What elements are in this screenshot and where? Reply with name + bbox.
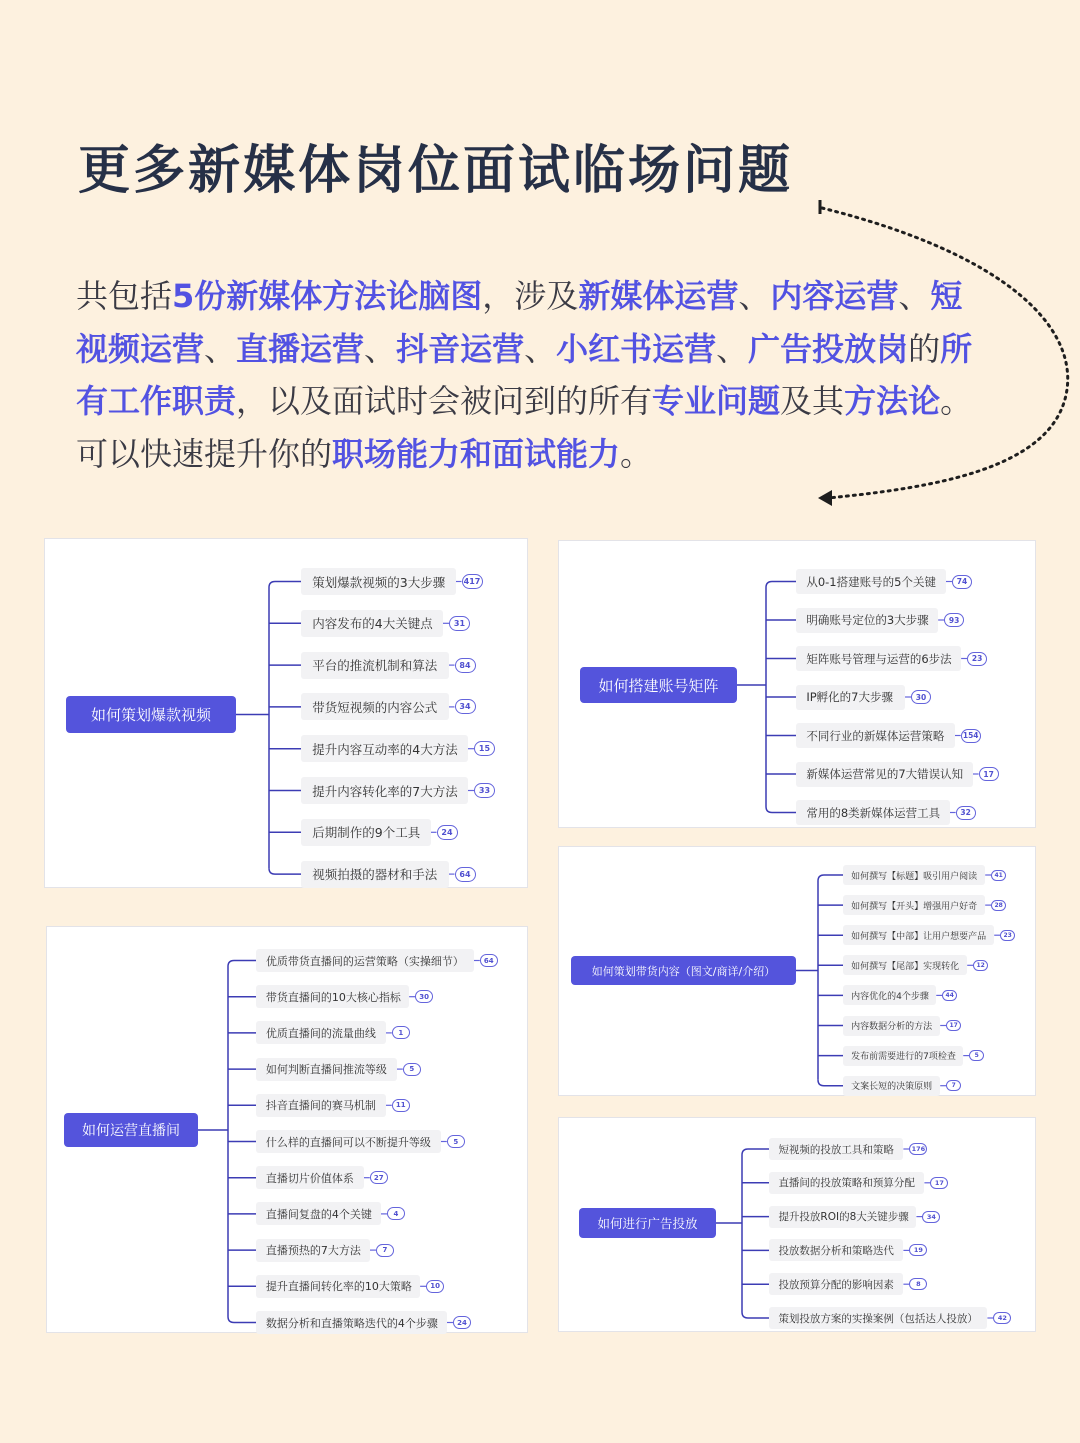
connector-branch [228,1317,256,1323]
mindmap-topic-node: 提升直播间转化率的10大策略 [256,1275,420,1298]
intro-text: 、 [898,277,931,315]
intro-highlight: 职场能力和面试能力 [332,434,621,473]
intro-text: 、 [204,329,237,368]
topic-count-badge[interactable]: 84 [455,658,476,673]
mindmap-topic-node: 明确账号定位的3大步骤 [796,608,938,633]
connector-branch [742,1312,769,1318]
dotted-arrow-decoration [0,0,1080,560]
mindmap-topic-node: 策划爆款视频的3大步骤 [301,568,456,595]
topic-count-badge[interactable]: 5 [447,1135,465,1148]
mindmap-topic-node: 抖音直播间的赛马机制 [256,1094,386,1117]
topic-count-badge[interactable]: 8 [909,1278,927,1290]
topic-count-badge[interactable]: 30 [415,990,433,1003]
mindmap-topic-node: 直播间的投放策略和预算分配 [769,1172,924,1194]
mindmap-topic-node: 内容优化的4个步骤 [843,985,936,1005]
topic-count-badge[interactable]: 64 [480,954,498,967]
intro-text: 、 [524,329,557,368]
topic-count-badge[interactable]: 34 [922,1211,940,1223]
mindmap-topic-node: 提升内容转化率的7大方法 [301,777,468,804]
topic-count-badge[interactable]: 154 [961,729,981,743]
mindmap-topic-node: 带货短视频的内容公式 [301,693,449,720]
mindmap-topic-node: 从0-1搭建账号的5个关键 [796,569,946,594]
mindmap-topic-node: 带货直播间的10大核心指标 [256,985,409,1008]
topic-count-badge[interactable]: 41 [991,870,1006,881]
intro-highlight: 短视频运营 [76,277,963,368]
topic-count-badge[interactable]: 93 [944,613,964,627]
intro-text: ，以及面试时会被问到的所有 [236,382,653,420]
mindmap-root-node: 如何进行广告投放 [579,1208,716,1238]
intro-text: 及其 [780,382,845,420]
intro-highlight: 内容运营 [770,277,899,315]
mindmap-topic-node: 内容数据分析的方法 [843,1016,940,1036]
topic-count-badge[interactable]: 11 [392,1099,410,1112]
topic-count-badge[interactable]: 64 [455,867,476,882]
topic-count-badge[interactable]: 28 [991,900,1006,911]
connector-branch [228,961,256,967]
connector-branch [818,875,843,881]
mindmap-root-node: 如何搭建账号矩阵 [580,667,737,703]
topic-count-badge[interactable]: 30 [911,690,931,704]
intro-text: 的 [908,329,941,368]
mindmap-topic-node: 矩阵账号管理与运营的6步法 [796,646,961,671]
topic-count-badge[interactable]: 23 [1000,930,1015,941]
intro-highlight: 直播运营 [236,329,365,368]
connector-branch [766,582,796,588]
topic-count-badge[interactable]: 24 [437,825,458,840]
mindmap-topic-node: IP孵化的7大步骤 [796,685,905,710]
mindmap-card-ad-placement [558,1117,1036,1332]
mindmap-topic-node: 常用的8类新媒体运营工具 [796,800,950,825]
topic-count-badge[interactable]: 5 [969,1050,984,1061]
intro-text: ，涉及 [482,277,579,315]
mindmap-topic-node: 直播切片价值体系 [256,1166,364,1189]
mindmap-topic-node: 优质带货直播间的运营策略（实操细节） [256,949,474,972]
topic-count-badge[interactable]: 33 [474,783,495,798]
mindmap-card-live-room [46,926,528,1333]
topic-count-badge[interactable]: 5 [403,1063,421,1076]
mindmap-card-account-matrix [558,540,1036,828]
intro-highlight: 抖音运营 [396,329,525,368]
topic-count-badge[interactable]: 19 [909,1244,927,1256]
mindmap-topic-node: 策划投放方案的实操案例（包括达人投放） [769,1307,987,1329]
mindmap-topic-node: 投放预算分配的影响因素 [769,1273,903,1295]
mindmap-topic-node: 如何判断直播间推流等级 [256,1058,397,1081]
intro-text: 。 [620,434,653,473]
topic-count-badge[interactable]: 15 [474,741,495,756]
mindmap-topic-node: 短视频的投放工具和策略 [769,1138,903,1160]
mindmap-root-node: 如何策划带货内容（图文/商详/介绍） [571,956,796,985]
topic-count-badge[interactable]: 1 [392,1026,410,1039]
mindmap-topic-node: 视频拍摄的器材和手法 [301,861,449,888]
intro-text: 、 [364,329,397,368]
connector-branch [269,582,301,588]
intro-highlight: 专业问题 [652,382,781,420]
topic-count-badge[interactable]: 176 [909,1143,927,1155]
intro-highlight: 新媒体运营 [578,277,739,315]
mindmap-topic-node: 内容发布的4大关键点 [301,610,443,637]
topic-count-badge[interactable]: 10 [426,1280,444,1293]
connector-branch [766,807,796,813]
connector-branch [818,1080,843,1086]
topic-count-badge[interactable]: 17 [946,1020,961,1031]
intro-text: 、 [738,277,771,315]
mindmap-topic-node: 如何撰写【标题】吸引用户阅读 [843,865,985,885]
topic-count-badge[interactable]: 4 [387,1207,405,1220]
mindmap-card-viral-video [44,538,528,888]
mindmap-topic-node: 数据分析和直播策略迭代的4个步骤 [256,1311,447,1334]
connector-branch [742,1149,769,1155]
topic-count-badge[interactable]: 23 [967,652,987,666]
mindmap-topic-node: 什么样的直播间可以不断提升等级 [256,1130,441,1153]
topic-count-badge[interactable]: 74 [952,575,972,589]
intro-highlight: 方法论 [844,382,941,420]
intro-highlight: 小红书运营 [556,329,717,368]
topic-count-badge[interactable]: 417 [462,574,483,589]
intro-text: 。可以快速提升你的 [76,382,973,473]
topic-count-badge[interactable]: 32 [956,806,976,820]
mindmap-topic-node: 提升投放ROI的8大关键步骤 [769,1206,916,1228]
topic-count-badge[interactable]: 42 [993,1312,1011,1324]
mindmap-topic-node: 后期制作的9个工具 [301,819,431,846]
mindmap-root-node: 如何运营直播间 [64,1113,198,1147]
mindmap-topic-node: 发布前需要进行的7项检查 [843,1046,963,1066]
page-title: 更多新媒体岗位面试临场问题 [78,141,794,201]
topic-count-badge[interactable]: 7 [376,1244,394,1257]
topic-count-badge[interactable]: 27 [370,1171,388,1184]
mindmap-topic-node: 直播预热的7大方法 [256,1239,370,1262]
intro-text: 共包括 [76,277,173,315]
topic-count-badge[interactable]: 17 [930,1177,948,1189]
mindmap-topic-node: 投放数据分析和策略迭代 [769,1239,903,1261]
intro-text: 、 [716,329,749,368]
mindmap-topic-node: 直播间复盘的4个关键 [256,1202,381,1225]
topic-count-badge[interactable]: 7 [946,1080,961,1091]
mindmap-card-sales-content [558,846,1036,1096]
mindmap-topic-node: 如何撰写【中部】让用户想要产品 [843,925,994,945]
topic-count-badge[interactable]: 12 [973,960,988,971]
intro-highlight: 所有工作职责 [76,329,973,420]
mindmap-topic-node: 不同行业的新媒体运营策略 [796,723,955,748]
intro-highlight: 广告投放岗 [748,329,909,368]
topic-count-badge[interactable]: 24 [453,1316,471,1329]
topic-count-badge[interactable]: 31 [449,616,470,631]
mindmap-topic-node: 如何撰写【尾部】实现转化 [843,955,967,975]
mindmap-topic-node: 优质直播间的流量曲线 [256,1021,386,1044]
topic-count-badge[interactable]: 17 [979,767,999,781]
mindmap-topic-node: 提升内容互动率的4大方法 [301,735,468,762]
mindmap-topic-node: 新媒体运营常见的7大错误认知 [796,762,973,787]
mindmap-topic-node: 文案长短的决策原则 [843,1076,940,1096]
mindmap-topic-node: 如何撰写【开头】增强用户好奇 [843,895,985,915]
topic-count-badge[interactable]: 44 [942,990,957,1001]
connector-branch [269,868,301,874]
intro-highlight: 5份新媒体方法论脑图 [172,277,483,315]
mindmap-topic-node: 平台的推流机制和算法 [301,652,449,679]
topic-count-badge[interactable]: 34 [455,699,476,714]
mindmap-root-node: 如何策划爆款视频 [66,696,236,733]
